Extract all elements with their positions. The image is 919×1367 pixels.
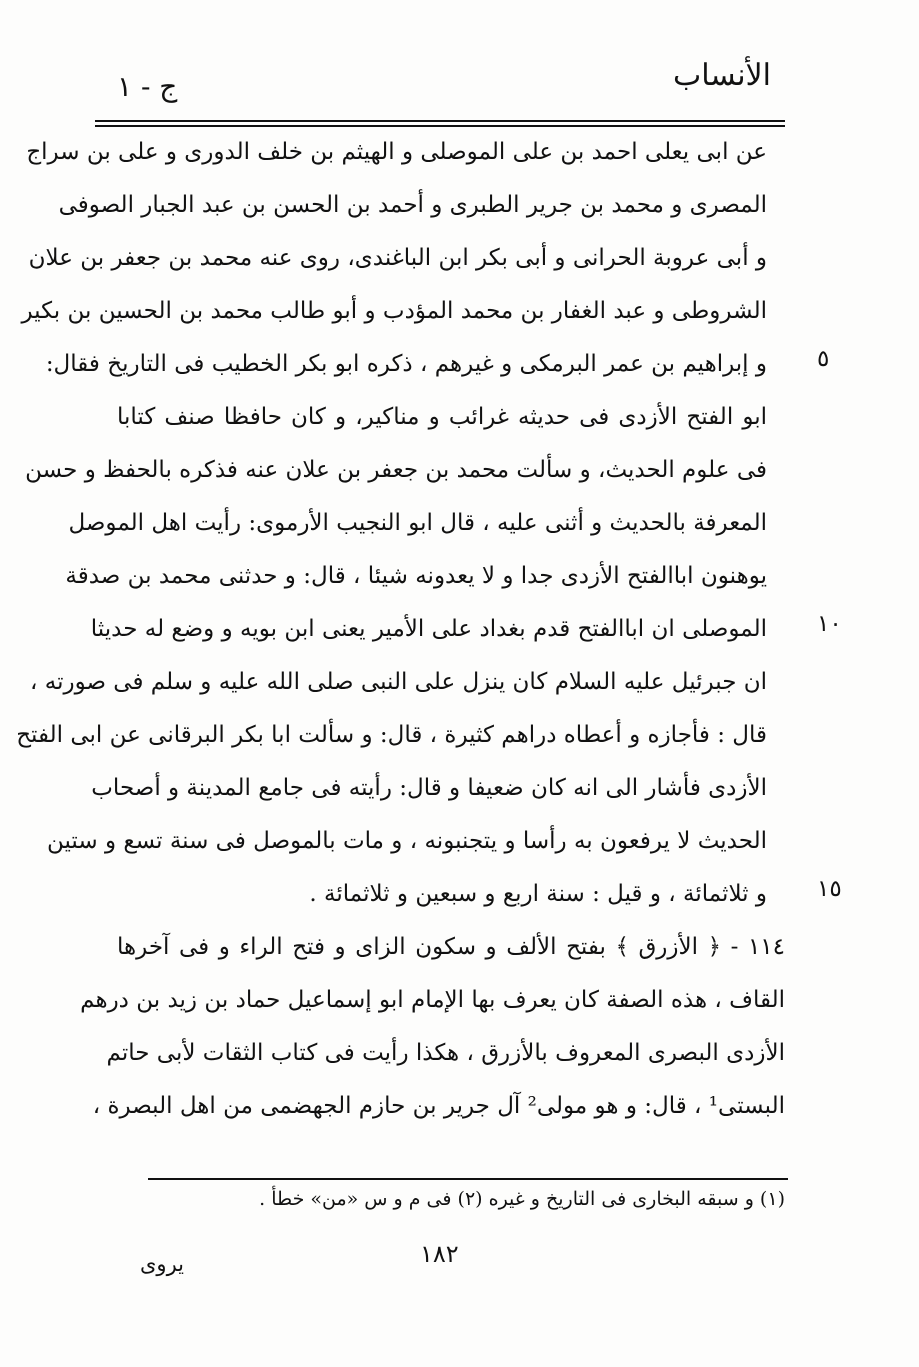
footnote-rule — [148, 1178, 788, 1180]
line-text: قال : فأجازه و أعطاه دراهم كثيرة ، قال: و سألت ابا بكر البرقانى عن ابى الفتح — [16, 722, 767, 748]
text-line — [65, 550, 785, 603]
line-text: الحديث لا يرفعون به رأسا و يتجنبونه ، و مات بالموصل فى سنة تسع و ستين — [46, 828, 767, 854]
line-text: الموصلى ان اباالفتح قدم بغداد على الأمير يعنى ابن بويه و وضع له حديثا — [90, 616, 767, 642]
text-line — [25, 444, 785, 497]
line-text: عن ابى يعلى احمد بن على الموصلى و الهيثم بن خلف الدورى و على بن سراج — [26, 139, 767, 165]
line-text: ان جبرئيل عليه السلام كان ينزل على النبى صلى الله عليه و سلم فى صورته ، — [30, 669, 767, 695]
volume-number: ج - ١ — [117, 70, 178, 103]
entry-line — [95, 921, 785, 974]
line-text: المصرى و محمد بن جرير الطبرى و أحمد بن الحسن بن عبد الجبار الصوفى — [58, 192, 767, 218]
text-line — [45, 338, 830, 391]
entry-heading-line: ١١٤ - ﴿ الأزرق ﴾ بفتح الألف و سكون الزاى و فتح الراء و فى آخرها — [117, 934, 785, 960]
line-text: القاف ، هذه الصفة كان يعرف بها الإمام ابو إسماعيل حماد بن زيد بن درهم — [80, 987, 785, 1013]
text-line — [26, 126, 785, 179]
page-header — [95, 52, 785, 112]
line-text: البستى¹ ، قال: و هو مولى² آل جرير بن حازم الجهضمى من اهل البصرة ، — [92, 1093, 785, 1119]
entry-line — [80, 974, 785, 1027]
entry-line — [95, 1027, 785, 1080]
text-line — [30, 656, 785, 709]
line-text: ابو الفتح الأزدى فى حديثه غرائب و مناكير، و كان حافظا صنف كتابا — [117, 404, 767, 430]
text-line — [21, 285, 785, 338]
line-text: الشروطى و عبد الغفار بن محمد المؤدب و أبو طالب محمد بن الحسين بن بكير — [21, 298, 767, 324]
page-number: ١٨٢ — [420, 1240, 459, 1268]
line-number: ١٠ — [817, 611, 842, 637]
text-line — [91, 762, 785, 815]
text-line — [46, 815, 785, 868]
main-text — [16, 126, 842, 1133]
line-text: و ثلاثمائة ، و قيل : سنة اربع و سبعين و ثلاثمائة . — [309, 881, 767, 907]
text-line — [16, 709, 785, 762]
text-line — [95, 391, 785, 444]
catchword: يروى — [140, 1252, 185, 1276]
line-number: ٥ — [817, 346, 830, 372]
text-line — [68, 497, 785, 550]
line-text: و إبراهيم بن عمر البرمكى و غيرهم ، ذكره ابو بكر الخطيب فى التاريخ فقال: — [45, 351, 767, 377]
line-text: الأزدى فأشار الى انه كان ضعيفا و قال: رأيته فى جامع المدينة و أصحاب — [91, 775, 767, 801]
footnote: (١) و سبقه البخارى فى التاريخ و غيره (٢) فى م و س «من» خطأ . — [259, 1188, 785, 1210]
entry-line — [92, 1080, 785, 1133]
line-text: و أبى عروبة الحرانى و أبى بكر ابن الباغندى، روى عنه محمد بن جعفر بن علان — [28, 245, 767, 271]
text-line — [28, 232, 785, 285]
line-number: ١٥ — [817, 876, 842, 902]
line-text: الأزدى البصرى المعروف بالأزرق ، هكذا رأيت فى كتاب الثقات لأبى حاتم — [106, 1040, 785, 1066]
line-text: المعرفة بالحديث و أثنى عليه ، قال ابو النجيب الأرموى: رأيت اهل الموصل — [68, 510, 767, 536]
text-line — [95, 868, 842, 921]
running-title: الأنساب — [673, 58, 771, 93]
text-line — [58, 179, 785, 232]
line-text: فى علوم الحديث، و سألت محمد بن جعفر بن علان عنه فذكره بالحفظ و حسن — [25, 457, 767, 483]
line-text: يوهنون اباالفتح الأزدى جدا و لا يعدونه شيئا ، قال: و حدثنى محمد بن صدقة — [65, 563, 767, 589]
text-line — [90, 603, 842, 656]
